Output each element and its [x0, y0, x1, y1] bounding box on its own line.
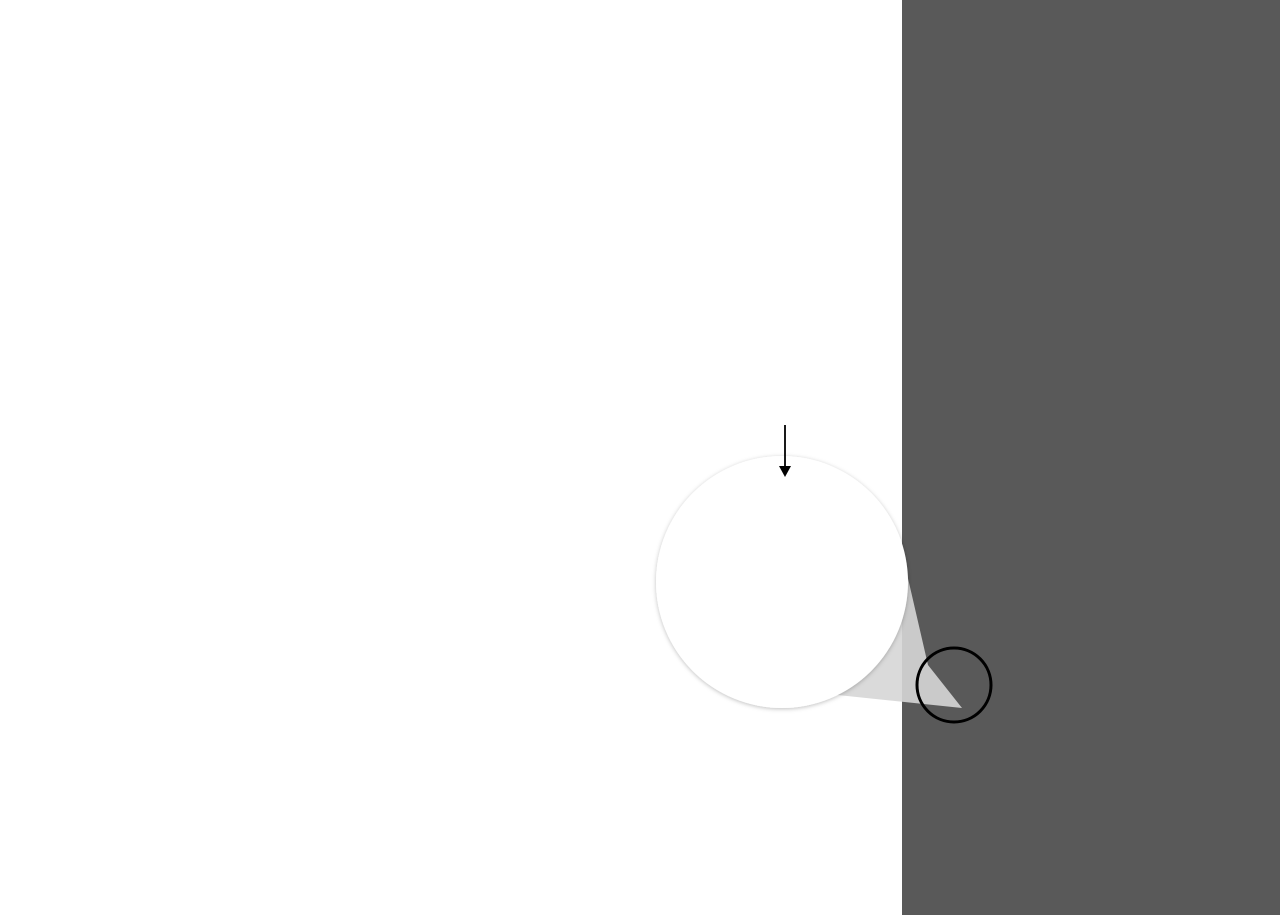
zoom-circle — [656, 456, 908, 708]
d-variant-label — [705, 367, 865, 391]
arrow-head — [779, 466, 791, 477]
bullet-mutation — [60, 206, 660, 322]
outcome-item — [99, 206, 660, 245]
dna-sequence-panel — [902, 0, 1280, 915]
spacer — [60, 332, 660, 374]
g-variant-label — [702, 622, 862, 646]
outcome-list — [99, 206, 660, 322]
outcome-item — [99, 283, 660, 322]
bullet-list — [60, 196, 660, 384]
outcome-item — [99, 245, 660, 284]
